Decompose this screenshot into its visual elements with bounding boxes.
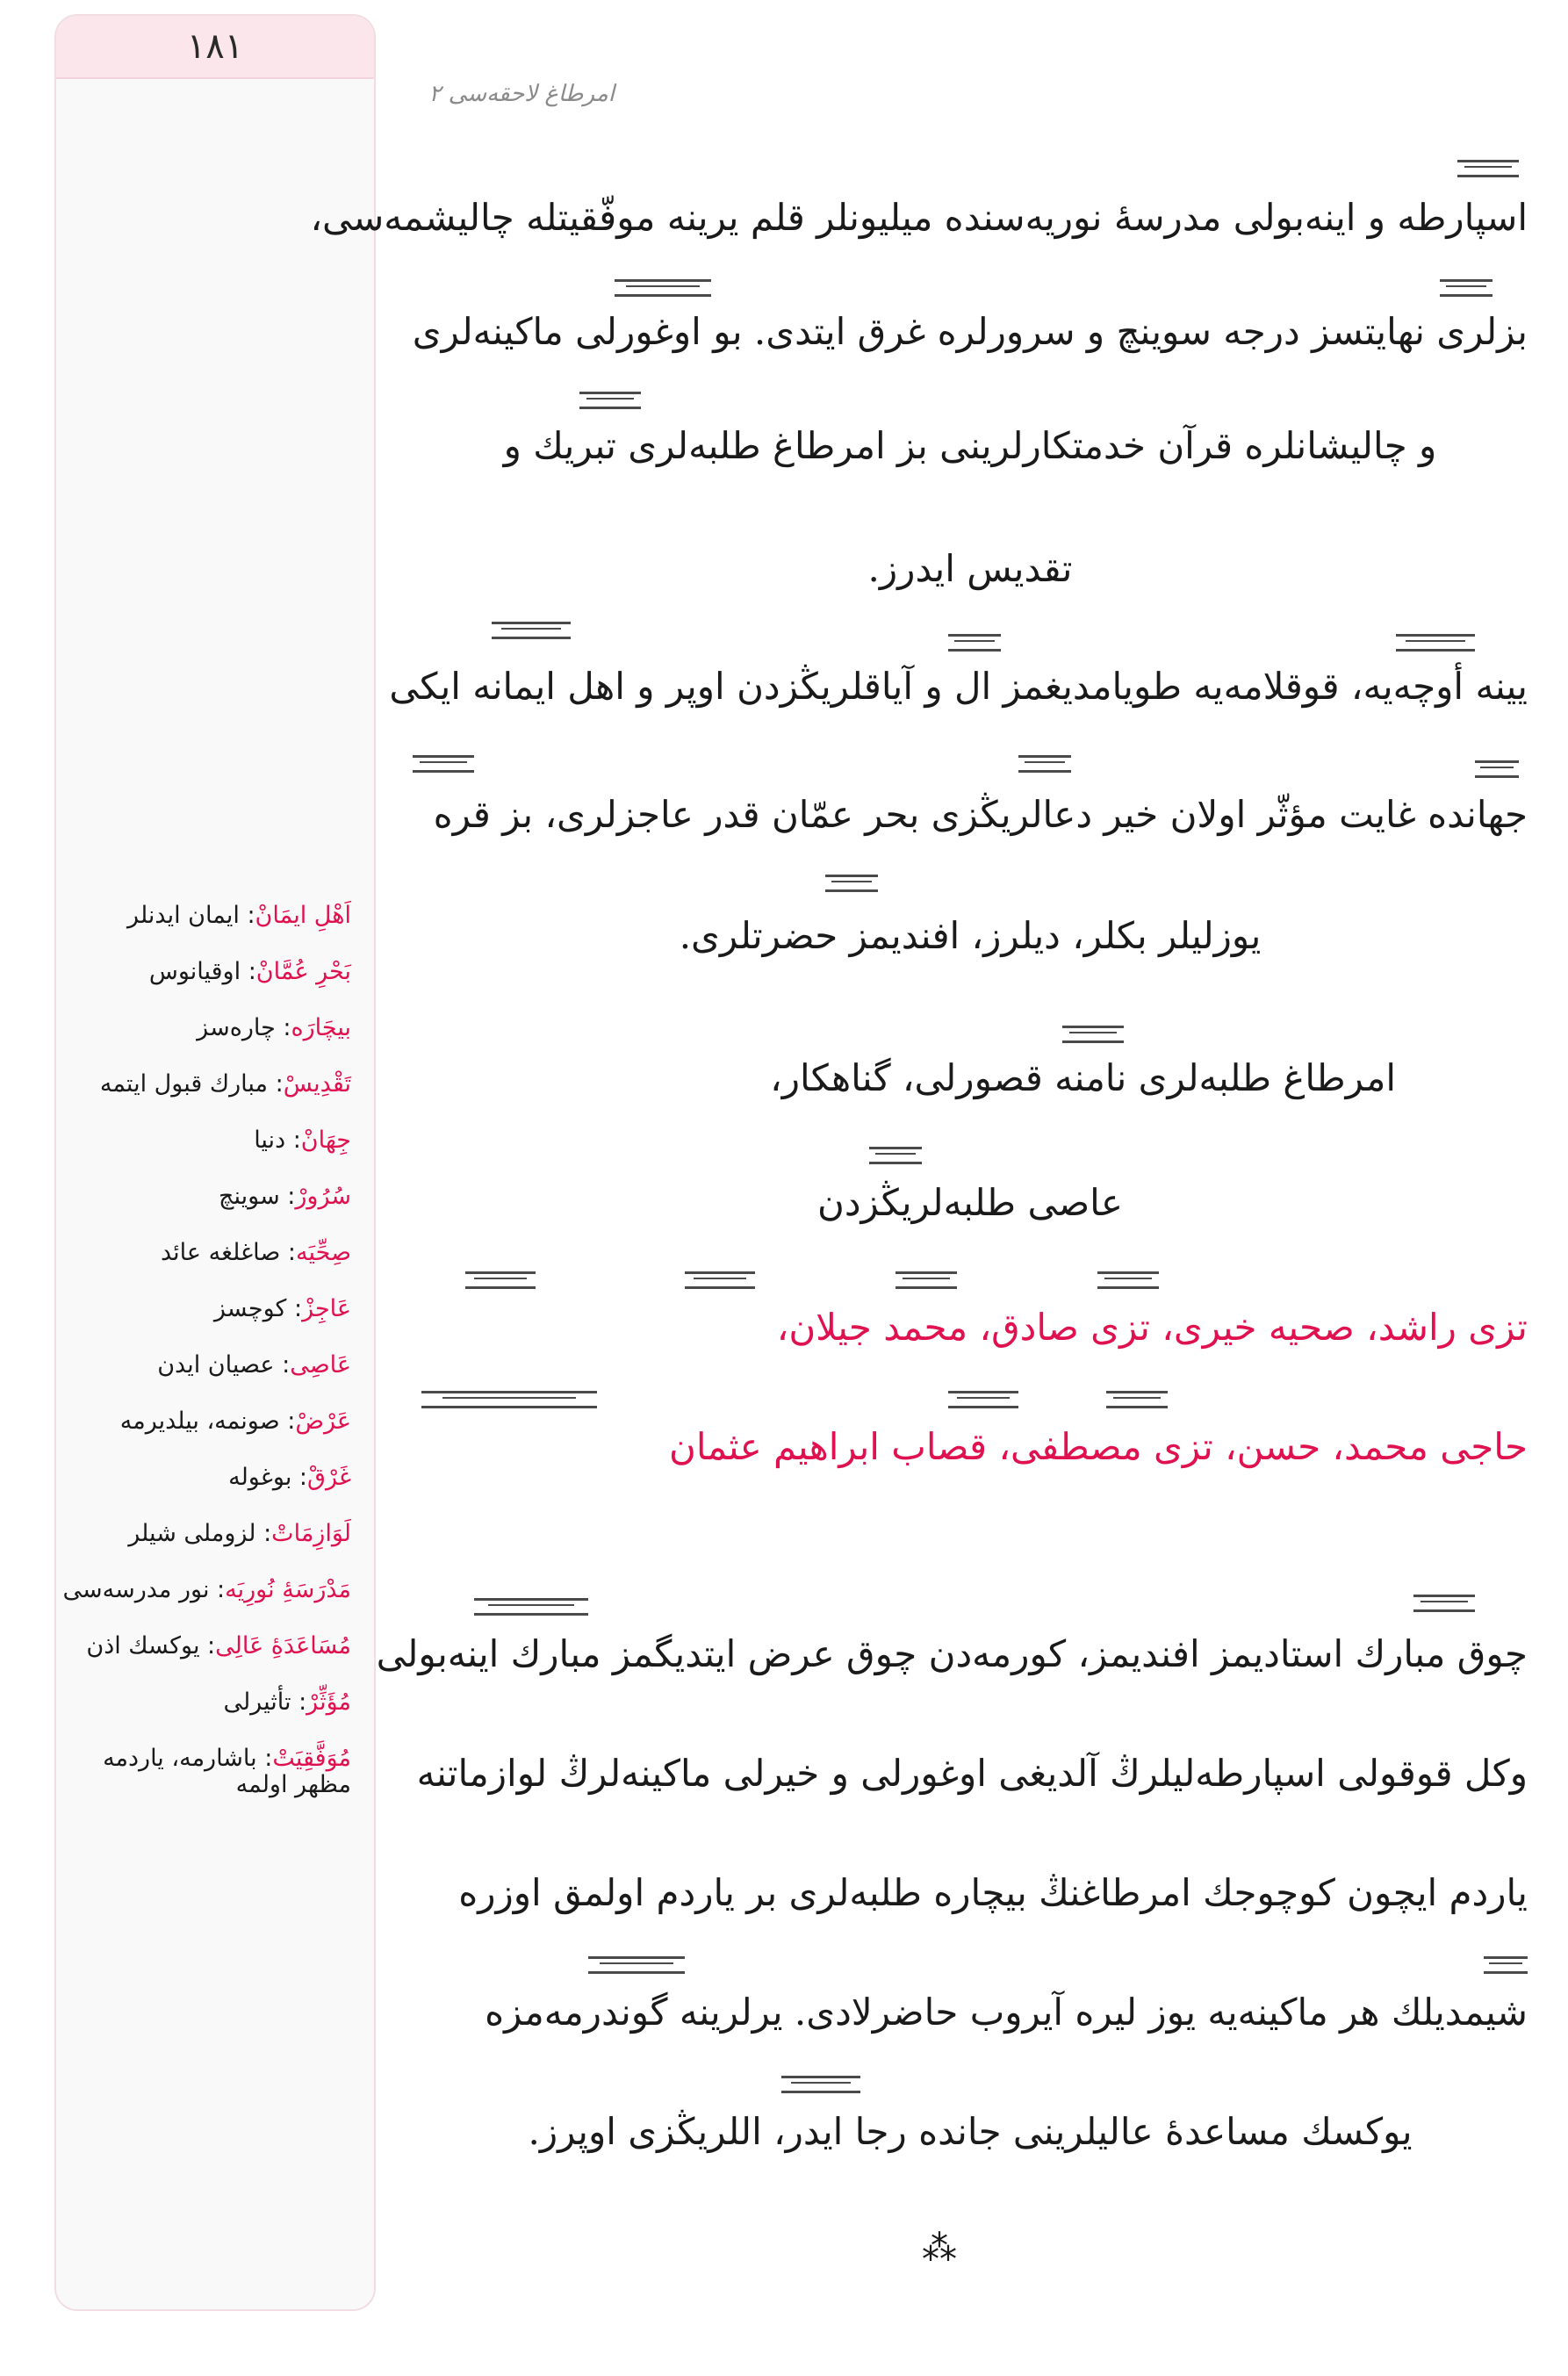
running-head: امرطاغ لاحقه‌سی ۲ bbox=[428, 81, 615, 107]
glossary-definition: چاره‌سز bbox=[197, 1014, 276, 1041]
text-line: بزلرى نهايتسز درجه سوينچ و سرورلره غرق ايتدى. بو اوغورلى ماكينه‌لرى bbox=[412, 310, 1528, 353]
glossary-term: بيچَارَه bbox=[291, 1014, 351, 1041]
glossary-definition: بوغوله bbox=[228, 1464, 292, 1491]
glossary-entry: عَاجِزْ: كوچسز bbox=[213, 1295, 351, 1322]
text-line: وكل قوقولى اسپارطه‌ليلرڭ آلديغى اوغورلى و خيرلى ماكينه‌لرڭ لوازماتنه bbox=[416, 1752, 1528, 1795]
page-number: ١٨١ bbox=[56, 16, 374, 79]
glossary-entry: مُؤَثِّرْ: تأثيرلى bbox=[223, 1688, 351, 1716]
gloss-mark bbox=[869, 1147, 922, 1164]
glossary-definition: كوچسز bbox=[213, 1295, 287, 1322]
text-line: يوكسك مساعدۀ عاليلرينى جانده رجا ايدر، اللريڭزى اوپرز. bbox=[528, 2110, 1413, 2153]
glossary-term: تَقْدِيسْ bbox=[283, 1070, 351, 1098]
glossary-list bbox=[61, 903, 351, 1828]
glossary-term: اَهْلِ ايمَانْ bbox=[255, 902, 351, 929]
glossary-entry: عَاصِى: عصيان ايدن bbox=[157, 1351, 351, 1379]
end-ornament: ⁂ bbox=[922, 2228, 957, 2269]
gloss-mark bbox=[1457, 160, 1519, 177]
glossary-entry: صِحِّيَه: صاغلغه عائد bbox=[161, 1239, 351, 1266]
gloss-mark bbox=[579, 392, 641, 409]
gloss-mark bbox=[1413, 1595, 1475, 1612]
gloss-mark bbox=[825, 875, 878, 892]
gloss-mark bbox=[1475, 760, 1519, 778]
gloss-mark bbox=[781, 2076, 860, 2093]
glossary-term: غَرْقْ bbox=[307, 1464, 351, 1491]
glossary-entry: عَرْضْ: صونمه، بيلديرمه bbox=[119, 1408, 351, 1435]
text-line: ياردم ايچون كوچوجك امرطاغنڭ بيچاره طلبه‌لرى بر ياردم اولمق اوزره bbox=[458, 1871, 1528, 1914]
glossary-definition: صونمه، بيلديرمه bbox=[119, 1408, 280, 1435]
glossary-term: مَدْرَسَۀِ نُورِيَه bbox=[225, 1576, 351, 1603]
signature-line: عاصى طلبه‌لريڭزدن bbox=[817, 1181, 1123, 1224]
text-line: شيمديلك هر ماكينه‌يه يوز ليره آيروب حاضرلادى. يرلرينه گوندرمه‌مزه bbox=[485, 1991, 1528, 2034]
gloss-mark bbox=[895, 1271, 957, 1289]
glossary-entry: تَقْدِيسْ: مبارك قبول ايتمه bbox=[99, 1070, 351, 1098]
glossary-term: سُرُورْ bbox=[295, 1183, 351, 1210]
text-line: يينه أوچه‌يه، قوقلامه‌يه طويامديغمز ال و آياقلريڭزدن اوپر و اهل ايمانه ايكى bbox=[389, 665, 1528, 708]
gloss-mark bbox=[1062, 1026, 1124, 1043]
glossary-definition: لزوملى شيلر bbox=[128, 1520, 256, 1547]
glossary-term: مُسَاعَدَۀِ عَالِى bbox=[215, 1632, 351, 1660]
gloss-mark bbox=[685, 1271, 755, 1289]
glossary-entry: مَدْرَسَۀِ نُورِيَه: نور مدرسه‌سى bbox=[62, 1576, 351, 1603]
names-line: حاجى محمد، حسن، تزى مصطفى، قصاب ابراهيم عثمان bbox=[668, 1425, 1528, 1468]
glossary-definition: سوينچ bbox=[219, 1183, 280, 1210]
text-line: اسپارطه و اينه‌بولى مدرسۀ نوريه‌سنده ميليونلر قلم يرينه موفّقيتله چاليشمه‌سى، bbox=[310, 196, 1528, 239]
glossary-definition: يوكسك اذن bbox=[86, 1632, 200, 1660]
gloss-mark bbox=[1396, 634, 1475, 652]
gloss-mark bbox=[948, 1391, 1018, 1408]
names-line: تزى راشد، صحيه خيرى، تزى صادق، محمد جيلان، bbox=[776, 1306, 1528, 1349]
gloss-mark bbox=[1018, 755, 1071, 773]
glossary-entry: سُرُورْ: سوينچ bbox=[219, 1183, 351, 1210]
glossary-entry: مُوَفَّقِيَتْ: باشارمه، ياردمه مظهر اولمه bbox=[103, 1745, 351, 1798]
text-line: جهانده غايت مؤثّر اولان خير دعالريڭزى بحر عمّان قدر عاجزلرى، بز قره bbox=[433, 793, 1528, 836]
gloss-mark bbox=[588, 1956, 685, 1974]
glossary-term: صِحِّيَه bbox=[296, 1239, 351, 1266]
text-line: چوق مبارك استاديمز افنديمز، كورمه‌دن چوق عرض ايتديگمز مبارك اينه‌بولى bbox=[376, 1632, 1528, 1675]
glossary-term: مُؤَثِّرْ bbox=[306, 1688, 351, 1716]
glossary-term: بَحْرِ عُمَّانْ bbox=[255, 958, 351, 985]
glossary-entry: جِهَانْ: دنيا bbox=[254, 1127, 351, 1154]
glossary-term: جِهَانْ bbox=[300, 1127, 351, 1154]
signature-line: امرطاغ طلبه‌لرى نامنه قصورلى، گناهكار، bbox=[770, 1056, 1396, 1099]
gloss-mark bbox=[492, 622, 571, 639]
glossary-definition: ايمان ايدنلر bbox=[127, 902, 240, 929]
glossary-entry: مُسَاعَدَۀِ عَالِى: يوكسك اذن bbox=[86, 1632, 351, 1660]
glossary-definition: صاغلغه عائد bbox=[161, 1239, 281, 1266]
glossary-term: عَاصِى bbox=[290, 1351, 351, 1379]
glossary-definition: اوقيانوس bbox=[148, 958, 241, 985]
glossary-definition: باشارمه، ياردمه مظهر اولمه bbox=[103, 1745, 351, 1798]
gloss-mark bbox=[421, 1391, 597, 1408]
gloss-mark bbox=[413, 755, 474, 773]
gloss-mark bbox=[948, 634, 1001, 652]
glossary-term: مُوَفَّقِيَتْ bbox=[272, 1745, 351, 1772]
glossary-entry: بَحْرِ عُمَّانْ: اوقيانوس bbox=[148, 958, 351, 985]
glossary-entry: اَهْلِ ايمَانْ: ايمان ايدنلر bbox=[127, 902, 351, 929]
glossary-definition: عصيان ايدن bbox=[157, 1351, 275, 1379]
text-line: يوزليلر بكلر، ديلرز، افنديمز حضرتلرى. bbox=[679, 914, 1262, 957]
glossary-term: لَوَازِمَاتْ bbox=[271, 1520, 351, 1547]
glossary-panel bbox=[54, 14, 376, 2311]
glossary-definition: تأثيرلى bbox=[223, 1688, 291, 1716]
gloss-mark bbox=[1484, 1956, 1528, 1974]
gloss-mark bbox=[474, 1598, 588, 1616]
gloss-mark bbox=[1106, 1391, 1168, 1408]
glossary-entry: بيچَارَه: چاره‌سز bbox=[197, 1014, 351, 1041]
glossary-entry: غَرْقْ: بوغوله bbox=[228, 1464, 351, 1491]
text-line: تقديس ايدرز. bbox=[867, 547, 1073, 590]
glossary-definition: مبارك قبول ايتمه bbox=[99, 1070, 269, 1098]
glossary-definition: نور مدرسه‌سى bbox=[62, 1576, 210, 1603]
gloss-mark bbox=[1097, 1271, 1159, 1289]
text-line: و چاليشانلره قرآن خدمتكارلرينى بز امرطاغ طلبه‌لرى تبريك و bbox=[503, 424, 1437, 467]
glossary-term: عَاجِزْ bbox=[302, 1295, 351, 1322]
glossary-entry: لَوَازِمَاتْ: لزوملى شيلر bbox=[128, 1520, 351, 1547]
gloss-mark bbox=[1440, 279, 1492, 297]
glossary-term: عَرْضْ bbox=[295, 1408, 351, 1435]
gloss-mark bbox=[465, 1271, 536, 1289]
gloss-mark bbox=[615, 279, 711, 297]
glossary-definition: دنيا bbox=[254, 1127, 286, 1154]
